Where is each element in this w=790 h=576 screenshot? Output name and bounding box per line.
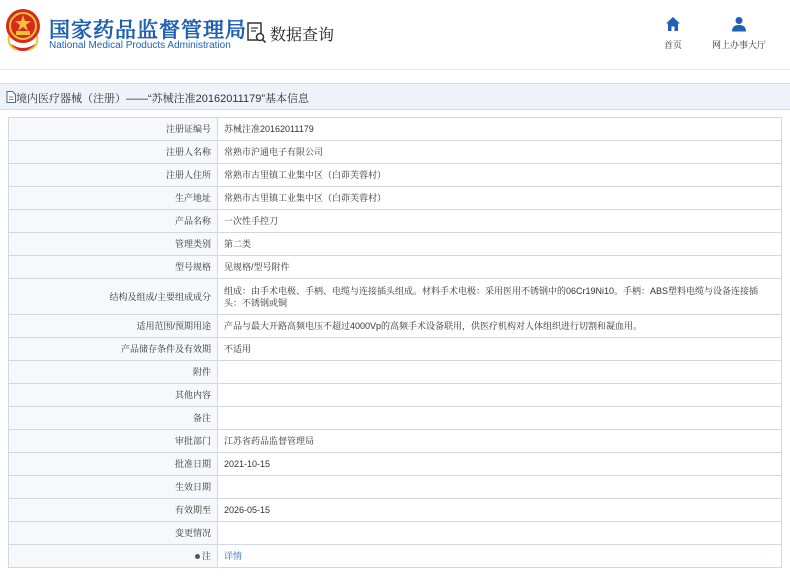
- row-value: 不适用: [218, 338, 782, 361]
- site-name: 国家药品监督管理局: [49, 19, 247, 42]
- table-row: [9, 499, 782, 522]
- site-name-en: National Medical Products Administration: [49, 40, 231, 51]
- device-info-table: [8, 117, 782, 568]
- nav-home-link[interactable]: [656, 16, 690, 51]
- bullet-icon: [195, 554, 200, 559]
- row-value: [218, 384, 782, 407]
- row-value: 江苏省药品监督管理局: [218, 430, 782, 453]
- row-value: 见规格/型号附件: [218, 256, 782, 279]
- table-row: [9, 384, 782, 407]
- row-label: 生效日期: [9, 476, 218, 499]
- breadcrumb-text: 境内医疗器械（注册）——“苏械注准20162011179”基本信息: [16, 93, 309, 105]
- row-value: 常熟市沪通电子有限公司: [218, 141, 782, 164]
- row-value: 2026-05-15: [218, 499, 782, 522]
- table-row: [9, 407, 782, 430]
- table-row: [9, 187, 782, 210]
- table-row: [9, 210, 782, 233]
- note-label-cell: [9, 545, 218, 568]
- row-label: 审批部门: [9, 430, 218, 453]
- national-emblem-icon: [3, 6, 43, 54]
- row-value: 组成：由手术电极、手柄、电缆与连接插头组成。材料手术电极：采用医用不锈钢中的06Cr19Ni10。手柄：ABS塑料电缆与设备连接插头：不锈钢或铜: [218, 279, 782, 315]
- row-label: 有效期至: [9, 499, 218, 522]
- row-value: 2021-10-15: [218, 453, 782, 476]
- row-label: 适用范围/预期用途: [9, 315, 218, 338]
- row-label: 批准日期: [9, 453, 218, 476]
- row-label: 注册人住所: [9, 164, 218, 187]
- breadcrumb: [0, 83, 790, 110]
- row-label: 注册人名称: [9, 141, 218, 164]
- table-row: [9, 522, 782, 545]
- table-row: [9, 361, 782, 384]
- home-icon: [665, 16, 681, 32]
- row-label: 型号规格: [9, 256, 218, 279]
- table-row: [9, 453, 782, 476]
- row-label: 备注: [9, 407, 218, 430]
- row-label: 变更情况: [9, 522, 218, 545]
- document-icon: [6, 91, 16, 103]
- table-row: [9, 141, 782, 164]
- row-value: 产品与最大开路高频电压不超过4000Vp的高频手术设备联用，供医疗机构对人体组织进行切割和凝血用。: [218, 315, 782, 338]
- table-row: [9, 476, 782, 499]
- section-title: 数据查询: [270, 27, 335, 44]
- row-label: 附件: [9, 361, 218, 384]
- row-value: 苏械注准20162011179: [218, 118, 782, 141]
- table-row: [9, 430, 782, 453]
- row-label: 其他内容: [9, 384, 218, 407]
- row-label: 结构及组成/主要组成成分: [9, 279, 218, 315]
- row-value: [218, 476, 782, 499]
- table-row: [9, 338, 782, 361]
- row-value: 常熟市古里镇工业集中区（白茆芙蓉村）: [218, 164, 782, 187]
- data-query-icon: [247, 22, 267, 44]
- row-label: 产品名称: [9, 210, 218, 233]
- row-value: 常熟市古里镇工业集中区（白茆芙蓉村）: [218, 187, 782, 210]
- row-value: 第二类: [218, 233, 782, 256]
- table-row: [9, 164, 782, 187]
- table-row: [9, 545, 782, 568]
- table-row: [9, 233, 782, 256]
- row-label: 注: [201, 551, 211, 561]
- table-row: [9, 279, 782, 315]
- row-label: 管理类别: [9, 233, 218, 256]
- table-row: [9, 315, 782, 338]
- nav-online-hall-label: 网上办事大厅: [711, 40, 766, 50]
- row-value: [218, 361, 782, 384]
- row-label: 注册证编号: [9, 118, 218, 141]
- row-value: [218, 545, 782, 568]
- row-value: [218, 407, 782, 430]
- table-row: [9, 256, 782, 279]
- user-icon: [731, 16, 747, 32]
- row-value: 一次性手控刀: [218, 210, 782, 233]
- nav-online-hall-link[interactable]: [706, 16, 772, 51]
- table-row: [9, 118, 782, 141]
- site-header: [0, 0, 790, 70]
- row-value: [218, 522, 782, 545]
- details-link[interactable]: 详情: [224, 551, 243, 561]
- nav-home-label: 首页: [663, 40, 682, 50]
- row-label: 产品储存条件及有效期: [9, 338, 218, 361]
- row-label: 生产地址: [9, 187, 218, 210]
